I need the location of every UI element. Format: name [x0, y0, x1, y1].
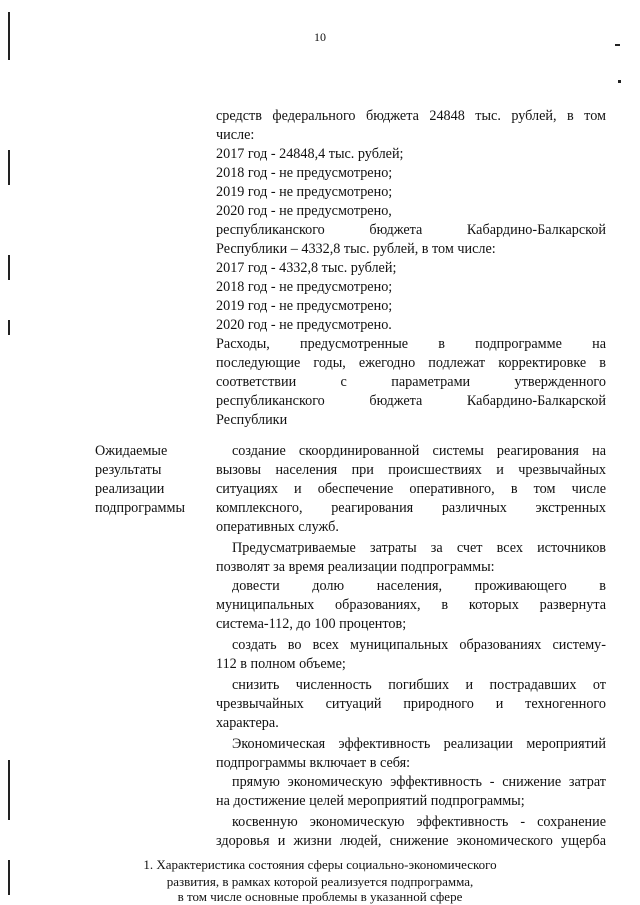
results-line: муниципальных образованиях, в которых развернута: [216, 597, 606, 613]
results-line: характера.: [216, 715, 279, 731]
page-number: 10: [314, 30, 326, 44]
funding-line: 2020 год - не предусмотрено.: [216, 317, 392, 333]
section-heading-line: развития, в рамках которой реализуется подпрограмма,: [166, 874, 474, 889]
results-line: на достижение целей мероприятий подпрограммы;: [216, 793, 525, 809]
results-label-line: реализации: [95, 481, 165, 497]
funding-line: 2018 год - не предусмотрено;: [216, 165, 393, 181]
results-line: 112 в полном объеме;: [216, 656, 346, 672]
results-line: подпрограммы включает в себя:: [216, 755, 411, 771]
funding-line: Республики – 4332,8 тыс. рублей, в том числе:: [216, 241, 496, 257]
results-label-line: Ожидаемые: [95, 443, 168, 459]
section-heading-line: 1. Характеристика состояния сферы социально-экономического: [143, 857, 497, 872]
funding-line: 2019 год - не предусмотрено;: [216, 298, 393, 314]
funding-line: республиканского бюджета Кабардино-Балкарской: [216, 222, 606, 238]
funding-line: последующие годы, ежегодно подлежат корректировке в: [216, 355, 606, 371]
results-label-line: результаты: [95, 462, 162, 478]
funding-line: 2018 год - не предусмотрено;: [216, 279, 393, 295]
funding-line: 2019 год - не предусмотрено;: [216, 184, 393, 200]
results-line: вызовы населения при происшествиях и чрезвычайных: [216, 462, 606, 478]
results-line: ситуациях и обеспечение оперативного, в том числе: [216, 481, 606, 497]
funding-line: числе:: [216, 127, 255, 143]
results-line: довести долю населения, проживающего в: [232, 578, 606, 594]
funding-line: соответствии с параметрами утвержденного: [216, 374, 606, 390]
funding-line: 2017 год - 4332,8 тыс. рублей;: [216, 260, 397, 276]
results-line: оперативных служб.: [216, 519, 339, 535]
results-line: чрезвычайных ситуаций природного и техногенного: [216, 696, 606, 712]
results-line: прямую экономическую эффективность - снижение затрат: [232, 774, 606, 790]
results-line: снизить численность погибших и пострадавших от: [232, 677, 606, 693]
results-line: Экономическая эффективность реализации мероприятий: [232, 736, 606, 752]
funding-line: 2020 год - не предусмотрено,: [216, 203, 392, 219]
results-line: косвенную экономическую эффективность - сохранение: [232, 814, 606, 830]
funding-line: 2017 год - 24848,4 тыс. рублей;: [216, 146, 404, 162]
results-line: создать во всех муниципальных образованиях систему-: [232, 637, 606, 653]
results-line: здоровья и жизни людей, снижение экономического ущерба: [216, 833, 606, 849]
funding-line: республиканского бюджета Кабардино-Балкарской: [216, 393, 606, 409]
results-line: создание скоординированной системы реагирования на: [232, 443, 606, 459]
funding-line: Республики: [216, 412, 288, 428]
funding-line: Расходы, предусмотренные в подпрограмме на: [216, 336, 606, 352]
results-label-line: подпрограммы: [95, 500, 185, 516]
funding-line: средств федерального бюджета 24848 тыс. рублей, в том: [216, 108, 606, 124]
results-line: позволят за время реализации подпрограммы:: [216, 559, 495, 575]
results-line: система-112, до 100 процентов;: [216, 616, 407, 632]
results-line: комплексного, реагирования различных экстренных: [216, 500, 606, 516]
results-line: Предусматриваемые затраты за счет всех источников: [232, 540, 606, 556]
section-heading-line: в том числе основные проблемы в указанной сфере: [177, 889, 463, 904]
